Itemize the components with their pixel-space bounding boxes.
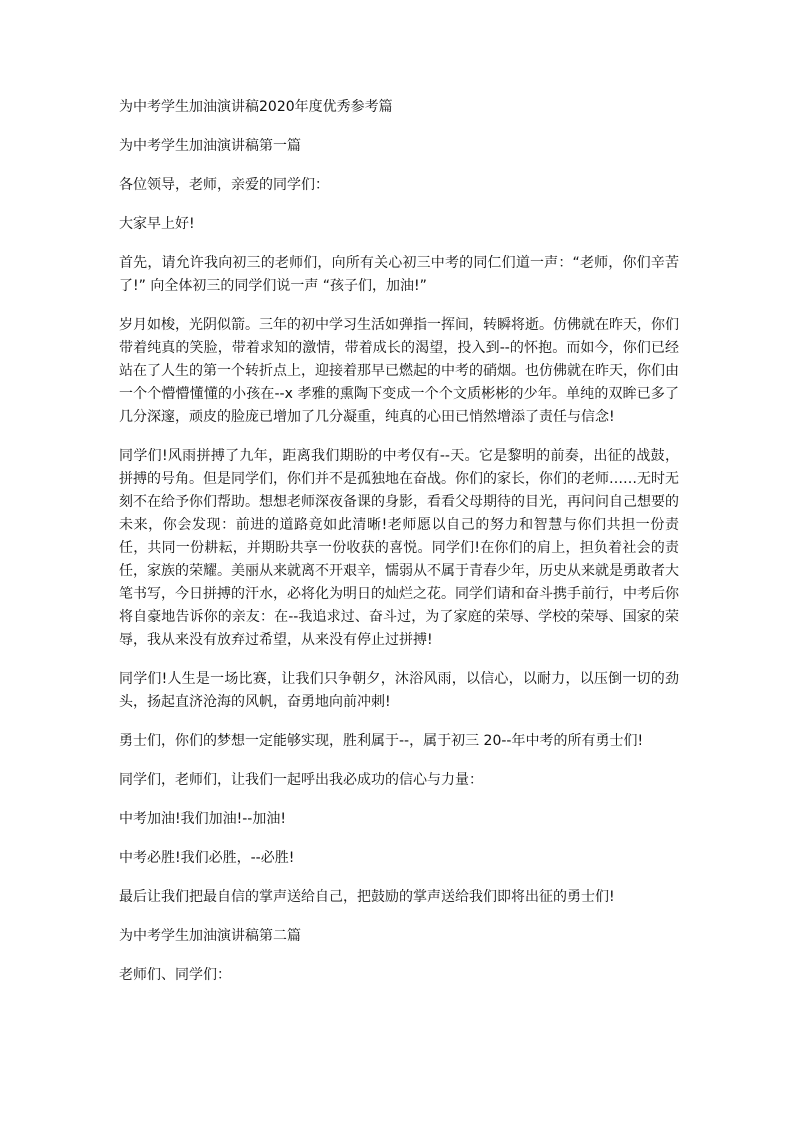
- document-title: 为中考学生加油演讲稿2020年度优秀参考篇: [119, 99, 393, 115]
- slogan-1: 中考加油!我们加油!--加油!: [119, 811, 286, 827]
- slogan-2: 中考必胜!我们必胜，--必胜!: [119, 850, 295, 866]
- section-heading-1: 为中考学生加油演讲稿第一篇: [119, 138, 301, 154]
- paragraph-thanks: 首先，请允许我向初三的老师们，向所有关心初三中考的同仁们道一声：“老师，你们辛苦了!” 向全体初三的同学们说一声 “孩子们，加油!”: [119, 255, 679, 294]
- paragraph-warriors: 勇士们，你们的梦想一定能够实现，胜利属于--，属于初三 20--年中考的所有勇士们!: [119, 733, 644, 749]
- salutation-2: 老师们、同学们：: [119, 967, 231, 983]
- paragraph-call: 同学们，老师们，让我们一起呼出我必成功的信心与力量：: [119, 772, 483, 788]
- document-body: [119, 96, 679, 1003]
- section-heading-2: 为中考学生加油演讲稿第二篇: [119, 928, 301, 944]
- paragraph-closing: 最后让我们把最自信的掌声送给自己，把鼓励的掌声送给我们即将出征的勇士们!: [119, 889, 615, 905]
- paragraph-race: 同学们!人生是一场比赛，让我们只争朝夕，沐浴风雨，以信心，以耐力，以压倒一切的劲头，扬起直济沧海的风帆，奋勇地向前冲刺!: [119, 671, 679, 710]
- salutation: 各位领导，老师，亲爱的同学们：: [119, 177, 329, 193]
- greeting: 大家早上好!: [119, 216, 195, 232]
- paragraph-time: 岁月如梭，光阴似箭。三年的初中学习生活如弹指一挥间，转瞬将逝。仿佛就在昨天，你们带着纯真的笑脸，带着求知的激情，带着成长的渴望，投入到--的怀抱。而如今，你们已经站在了人生的第一个转折点上，迎接着那早已燃起的中考的硝烟。也仿佛就在昨天，你们由一个个懵懵懂懂的小孩在--x 孝雅的熏陶下变成一个个文质彬彬的少年。单纯的双眸已多了几分深邃，顽皮的脸庞已增加了几分凝重，纯真的心田已悄然增添了责任与信念!: [119, 317, 679, 425]
- paragraph-struggle: 同学们!风雨拼搏了九年，距离我们期盼的中考仅有--天。它是黎明的前奏，出征的战鼓，拼搏的号角。但是同学们，你们并不是孤独地在奋战。你们的家长，你们的老师……无时无刻不在给予你们帮助。想想老师深夜备课的身影，看看父母期待的目光，再问问自己想要的未来，你会发现：前进的道路竟如此清晰!老师愿以自己的努力和智慧与你们共担一份责任，共同一份耕耘，并期盼共享一份收获的喜悦。同学们!在你们的肩上，担负着社会的责任，家族的荣耀。美丽从来就离不开艰辛，懦弱从不属于青春少年，历史从来就是勇敢者大笔书写，今日拼搏的汗水，必将化为明日的灿烂之花。同学们请和奋斗携手前行，中考后你将自豪地告诉你的亲友：在--我追求过、奋斗过，为了家庭的荣辱、学校的荣辱、国家的荣辱，我从来没有放弃过希望，从来没有停止过拼搏!: [119, 448, 679, 648]
